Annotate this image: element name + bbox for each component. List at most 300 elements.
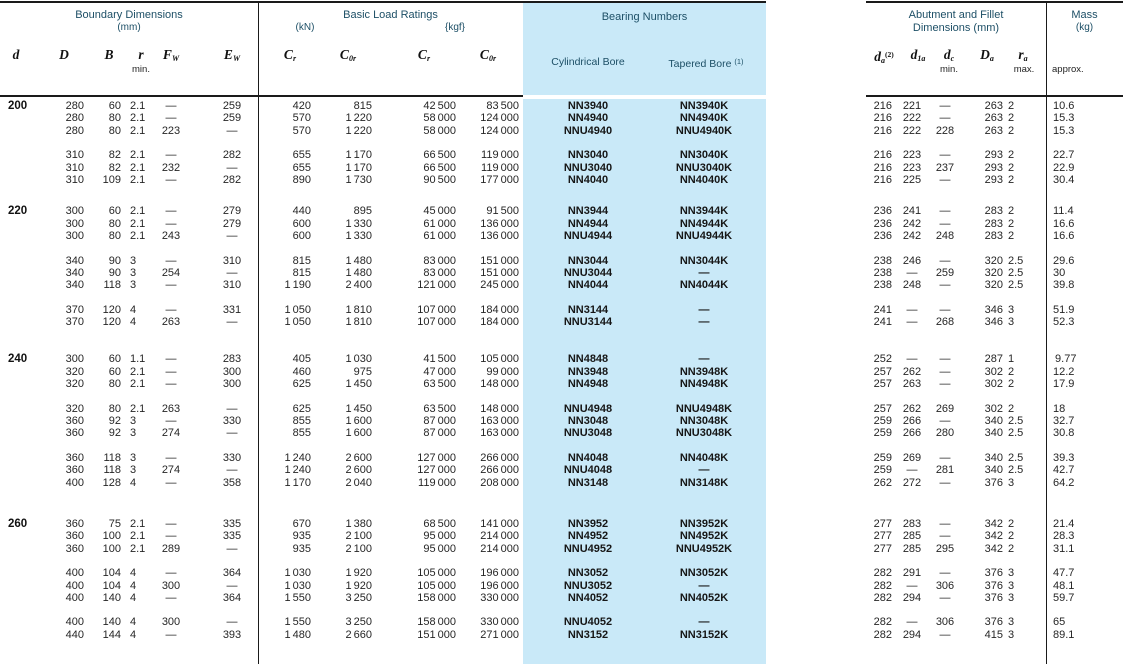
table-row (866, 543, 1123, 555)
cell-Ew: 259 (222, 100, 242, 112)
cell-Fw: — (165, 353, 177, 366)
cell-r-min: 2.1 (130, 173, 146, 186)
cell-mass: 16.6 (1053, 230, 1075, 243)
cell-Cr-kN: 570 (292, 124, 311, 137)
cell-mass: 89.1 (1053, 628, 1075, 641)
cell-Fw: — (165, 365, 177, 378)
cell-Da: 376 (984, 579, 1003, 592)
cell-Cr-kN: 1 170 (284, 476, 311, 489)
right-table-top-rule (866, 1, 1123, 3)
cell-dc-min: — (939, 415, 951, 428)
cell-Cr-kN: 600 (292, 230, 311, 243)
cell-Cr-kgf: 90 500 (423, 173, 456, 186)
label-mass-approx: approx. (1052, 64, 1084, 75)
cell-ra-max: 2 (1008, 149, 1015, 162)
cell-tapered-bore-number: NNU3048K (675, 427, 733, 440)
symbol-D: D (59, 47, 69, 62)
cell-dc-min: — (939, 217, 951, 230)
cell-Da: 376 (984, 476, 1003, 489)
cell-tapered-bore-number: NN3952K (679, 517, 729, 530)
table-row (0, 592, 751, 604)
cell-d-group (0, 162, 40, 174)
cell-d1a: 221 (902, 100, 922, 112)
cell-dc-min: — (939, 517, 951, 530)
cell-Da: 263 (984, 100, 1003, 112)
cell-C0r-kgf: 163 000 (480, 427, 519, 440)
cell-r-min: 2.1 (130, 402, 146, 415)
cell-C0r-kgf: 124 000 (480, 112, 519, 125)
cell-Cr-kgf: 121 000 (417, 279, 456, 292)
cell-d-group: 200 (8, 100, 28, 112)
cell-D: 360 (65, 451, 84, 464)
cell-Ew: 300 (222, 378, 242, 391)
cell-tapered-bore-number: NN4944K (679, 217, 729, 230)
cell-C0r-kgf: 184 000 (480, 303, 519, 316)
cell-tapered-bore-number: NNU4952K (675, 542, 733, 555)
cell-B: 104 (102, 579, 121, 592)
cell-B: 60 (108, 365, 121, 378)
cell-B: 104 (102, 567, 121, 580)
cell-Fw: 300 (161, 579, 181, 592)
table-row (0, 174, 751, 186)
cell-da: 259 (873, 451, 892, 464)
cell-mass: 30.8 (1053, 427, 1075, 440)
table-row (866, 567, 1123, 579)
cell-cylindrical-bore-number: NNU4940 (563, 124, 613, 137)
cell-B: 82 (108, 149, 121, 162)
cell-ra-max: 2.5 (1008, 279, 1024, 292)
cell-C0r-kgf: 83 500 (486, 100, 519, 112)
cell-Cr-kgf: 158 000 (417, 591, 456, 604)
cell-Fw: — (165, 415, 177, 428)
bearing-numbers-title: Bearing Numbers (601, 11, 688, 23)
cell-Ew: 364 (222, 567, 242, 580)
cell-C0r-kgf: 208 000 (480, 476, 519, 489)
cell-Ew: — (226, 427, 238, 440)
label-dc-min: min. (940, 64, 958, 75)
cell-D: 370 (65, 316, 84, 329)
cell-tapered-bore-number: — (698, 316, 710, 329)
cell-d1a: 222 (902, 112, 922, 125)
cell-mass: 15.3 (1053, 124, 1075, 137)
cell-da: 282 (873, 579, 892, 592)
cell-da: 277 (873, 542, 892, 555)
cell-d1a: — (906, 353, 918, 366)
cell-Da: 340 (984, 451, 1003, 464)
left-table-top-rule (0, 1, 766, 3)
symbol-Cr-kN: $C_r$ (283, 47, 297, 63)
cell-C0r-kN: 815 (353, 100, 372, 112)
cell-C0r-kgf: 245 000 (480, 279, 519, 292)
cell-cylindrical-bore-number: NN3048 (567, 415, 609, 428)
cell-Cr-kN: 570 (292, 112, 311, 125)
cell-Fw: 263 (161, 316, 181, 329)
cell-ra-max: 3 (1008, 303, 1015, 316)
cell-mass: 51.9 (1053, 303, 1075, 316)
table-row (0, 218, 751, 230)
cell-B: 80 (108, 378, 121, 391)
cell-ra-max: 2 (1008, 161, 1015, 174)
cell-Cr-kgf: 127 000 (417, 451, 456, 464)
boundary-dimensions-unit: (mm) (117, 22, 141, 33)
cell-Cr-kgf: 63 500 (423, 378, 456, 391)
table-row (0, 543, 751, 555)
cell-Cr-kN: 935 (292, 530, 311, 543)
cell-Ew: 330 (222, 451, 242, 464)
cell-mass: 22.9 (1053, 161, 1075, 174)
cell-B: 120 (102, 303, 121, 316)
cell-Fw: — (165, 451, 177, 464)
cell-C0r-kN: 2 040 (345, 476, 372, 489)
cell-mass: 29.6 (1053, 254, 1075, 267)
cell-d-group (0, 530, 40, 542)
cell-da: 216 (873, 100, 892, 112)
cell-cylindrical-bore-number: NN4948 (567, 378, 609, 391)
cell-Da: 293 (984, 149, 1003, 162)
cell-d1a: 246 (902, 254, 922, 267)
cell-Fw: — (165, 517, 177, 530)
cell-C0r-kgf: 119 000 (481, 149, 519, 162)
cell-d1a: 242 (902, 217, 922, 230)
cell-mass: 22.7 (1053, 149, 1075, 162)
cell-da: 216 (873, 161, 892, 174)
cell-Da: 346 (984, 303, 1003, 316)
table-row (0, 415, 751, 427)
cell-da: 216 (873, 124, 892, 137)
cell-d-group (0, 427, 40, 439)
table-row (0, 125, 751, 137)
cell-B: 60 (108, 205, 121, 218)
cell-d-group (0, 304, 40, 316)
cell-D: 360 (65, 415, 84, 428)
symbol-C0r-kgf: $C_{0r}$ (479, 47, 497, 63)
cell-dc-min: — (939, 149, 951, 162)
cell-C0r-kgf: 214 000 (480, 542, 519, 555)
cell-Da: 263 (984, 112, 1003, 125)
cell-d1a: 262 (902, 402, 922, 415)
cell-r-min: 3 (130, 451, 137, 464)
cell-r-min: 4 (130, 628, 137, 641)
cell-cylindrical-bore-number: NN3052 (567, 567, 609, 580)
cell-Ew: 331 (222, 303, 242, 316)
cell-Da: 320 (984, 279, 1003, 292)
table-row (0, 518, 751, 530)
cell-dc-min: 259 (935, 266, 955, 279)
cell-C0r-kN: 3 250 (345, 591, 372, 604)
cell-B: 60 (108, 353, 121, 366)
cell-mass: 16.6 (1053, 217, 1075, 230)
cell-tapered-bore-number: NN3944K (679, 205, 729, 218)
table-row (866, 304, 1123, 316)
cell-Ew: 283 (222, 353, 242, 366)
cell-Cr-kgf: 66 500 (423, 149, 456, 162)
cell-ra-max: 2 (1008, 205, 1015, 218)
table-row (0, 477, 751, 489)
cell-d1a: — (906, 266, 918, 279)
cell-da: 259 (873, 427, 892, 440)
cell-mass: 32.7 (1053, 415, 1075, 428)
cell-d1a: 285 (902, 530, 922, 543)
cell-r-min: 2.1 (130, 100, 146, 112)
cell-mass: 42.7 (1053, 464, 1075, 477)
cell-dc-min: 248 (935, 230, 955, 243)
cell-Cr-kgf: 42 500 (423, 100, 456, 112)
cell-Cr-kN: 1 240 (284, 464, 311, 477)
left-header-rule (0, 95, 523, 97)
cell-mass: 18 (1053, 402, 1066, 415)
cell-Cr-kgf: 87 000 (423, 415, 456, 428)
cell-da: 241 (873, 303, 892, 316)
cell-dc-min: — (939, 173, 951, 186)
cell-Cr-kgf: 127 000 (417, 464, 456, 477)
cell-D: 360 (65, 464, 84, 477)
cell-mass: 64.2 (1053, 476, 1075, 489)
table-row (866, 218, 1123, 230)
cell-B: 100 (102, 530, 121, 543)
symbol-da: $d_a^{(2)}$ (874, 49, 894, 65)
cell-d-group (0, 415, 40, 427)
cell-D: 280 (65, 124, 84, 137)
cell-mass: 10.6 (1053, 100, 1075, 112)
table-row (0, 378, 751, 390)
table-row (0, 316, 751, 328)
cell-B: 118 (103, 451, 121, 464)
cell-cylindrical-bore-number: NNU4944 (563, 230, 613, 243)
table-row (0, 162, 751, 174)
cell-d1a: 294 (902, 628, 922, 641)
abutment-title-line1: Abutment and Fillet (908, 9, 1004, 21)
symbol-Fw: $F_W$ (162, 47, 180, 63)
cell-D: 320 (65, 365, 84, 378)
cell-cylindrical-bore-number: NN3152 (567, 628, 609, 641)
cell-dc-min: — (939, 451, 951, 464)
cell-d-group (0, 543, 40, 555)
tapered-bore-label: Tapered Bore (668, 58, 735, 70)
cell-Cr-kN: 1 550 (284, 591, 311, 604)
cell-tapered-bore-number: NN3152K (679, 628, 729, 641)
cell-d-group (0, 267, 40, 279)
cell-ra-max: 2 (1008, 365, 1015, 378)
cell-dc-min: — (939, 254, 951, 267)
cell-Cr-kN: 625 (292, 402, 311, 415)
label-r-min: min. (132, 64, 150, 75)
cell-mass: 28.3 (1053, 530, 1075, 543)
cell-cylindrical-bore-number: NN3144 (567, 303, 609, 316)
cell-da: 277 (873, 517, 892, 530)
cell-Cr-kgf: 87 000 (423, 427, 456, 440)
cell-ra-max: 3 (1008, 628, 1015, 641)
cell-d1a: 294 (902, 591, 922, 604)
cell-mass: 31.1 (1053, 542, 1075, 555)
cell-cylindrical-bore-number: NN4940 (567, 112, 609, 125)
cell-D: 300 (65, 217, 84, 230)
cell-Cr-kgf: 158 000 (417, 616, 456, 629)
cell-d-group (0, 112, 40, 124)
cell-da: 216 (873, 149, 892, 162)
table-row (866, 255, 1123, 267)
cell-da: 236 (873, 230, 892, 243)
cell-r-min: 4 (130, 616, 137, 629)
cell-Cr-kN: 1 030 (284, 567, 311, 580)
cell-dc-min: — (939, 628, 951, 641)
cell-tapered-bore-number: NNU4944K (675, 230, 733, 243)
symbol-dc-min: $d_c$ (943, 47, 955, 63)
cell-B: 80 (108, 124, 121, 137)
cell-B: 128 (102, 476, 121, 489)
cell-Ew: 310 (222, 279, 242, 292)
table-row (866, 112, 1123, 124)
cell-ra-max: 2 (1008, 217, 1015, 230)
cell-Cr-kN: 890 (292, 173, 311, 186)
cell-Da: 320 (984, 254, 1003, 267)
cell-cylindrical-bore-number: NN3040 (567, 149, 609, 162)
cell-d-group (0, 592, 40, 604)
label-ra-max: max. (1013, 64, 1035, 75)
cell-Fw: — (165, 100, 177, 112)
table-row (0, 100, 751, 112)
cell-ra-max: 2 (1008, 173, 1015, 186)
cell-C0r-kN: 2 100 (345, 542, 372, 555)
cell-Fw: — (165, 476, 177, 489)
cell-tapered-bore-number: — (698, 303, 710, 316)
symbol-Cr-kgf: $C_r$ (417, 47, 431, 63)
cell-mass: 52.3 (1053, 316, 1075, 329)
cell-mass: 30.4 (1053, 173, 1075, 186)
table-row (0, 353, 751, 365)
cell-Da: 302 (984, 378, 1003, 391)
cell-tapered-bore-number: — (698, 579, 710, 592)
cell-d-group (0, 403, 40, 415)
cell-r-min: 4 (130, 316, 137, 329)
table-row (0, 205, 751, 217)
cell-D: 300 (65, 353, 84, 366)
cell-Fw: 300 (161, 616, 181, 629)
cell-tapered-bore-number: — (698, 353, 710, 366)
cell-Ew: 335 (222, 517, 242, 530)
table-row (866, 279, 1123, 291)
cell-tapered-bore-number: NN3948K (679, 365, 729, 378)
cell-d-group (0, 567, 40, 579)
cell-Fw: — (165, 567, 177, 580)
tapered-bore-footnote: (1) (734, 57, 744, 66)
cell-Cr-kN: 460 (292, 365, 311, 378)
cell-ra-max: 3 (1008, 567, 1015, 580)
cell-B: 100 (102, 542, 121, 555)
cell-tapered-bore-number: NN4952K (679, 530, 729, 543)
cell-d1a: 272 (902, 476, 922, 489)
table-row (866, 366, 1123, 378)
cell-Cr-kN: 1 550 (284, 616, 311, 629)
cell-cylindrical-bore-number: NNU3040 (563, 161, 613, 174)
cell-Cr-kgf: 105 000 (417, 579, 456, 592)
cell-Da: 376 (984, 591, 1003, 604)
cell-ra-max: 2 (1008, 124, 1015, 137)
cell-d-group (0, 255, 40, 267)
cell-d-group (0, 580, 40, 592)
cell-Fw: 254 (161, 266, 181, 279)
table-row (0, 366, 751, 378)
cell-C0r-kgf: 91 500 (486, 205, 519, 218)
cell-mass: 11.4 (1053, 205, 1074, 218)
cell-D: 280 (65, 112, 84, 125)
cell-d1a: 266 (902, 415, 922, 428)
cell-Cr-kgf: 58 000 (423, 124, 456, 137)
cell-d1a: 248 (902, 279, 922, 292)
cell-Da: 287 (984, 353, 1003, 366)
cell-D: 400 (65, 616, 84, 629)
cell-C0r-kN: 1 330 (345, 230, 372, 243)
cell-Fw: 223 (161, 124, 181, 137)
cell-Cr-kN: 440 (292, 205, 311, 218)
cell-Cr-kgf: 61 000 (423, 230, 456, 243)
cell-r-min: 3 (130, 464, 137, 477)
cell-cylindrical-bore-number: NN4044 (567, 279, 609, 292)
cell-C0r-kgf: 184 000 (480, 316, 519, 329)
cell-tapered-bore-number: NN4052K (679, 591, 729, 604)
cell-Cr-kN: 815 (292, 266, 311, 279)
cell-tapered-bore-number: NN3048K (679, 415, 729, 428)
cell-D: 300 (65, 230, 84, 243)
cell-C0r-kgf: 196 000 (480, 567, 519, 580)
cell-Cr-kgf: 95 000 (423, 530, 456, 543)
cell-r-min: 4 (130, 579, 137, 592)
cell-dc-min: 280 (935, 427, 955, 440)
cell-cylindrical-bore-number: NNU3144 (563, 316, 613, 329)
cell-B: 80 (108, 402, 121, 415)
cell-Ew: 364 (222, 591, 242, 604)
cell-C0r-kN: 2 100 (345, 530, 372, 543)
cell-ra-max: 2.5 (1008, 451, 1024, 464)
cell-D: 310 (65, 173, 84, 186)
symbol-d: d (12, 47, 20, 62)
cell-d1a: 223 (902, 161, 922, 174)
cell-ra-max: 2 (1008, 542, 1015, 555)
table-row (866, 205, 1123, 217)
cell-da: 277 (873, 530, 892, 543)
cell-Da: 340 (984, 415, 1003, 428)
cell-tapered-bore-number: NN3044K (679, 254, 729, 267)
cell-mass: 65 (1053, 616, 1066, 629)
boundary-dimensions-title: Boundary Dimensions (75, 9, 183, 21)
cell-Cr-kgf: 107 000 (417, 303, 456, 316)
cell-Fw: 274 (161, 427, 181, 440)
blue-header-separator (523, 95, 766, 99)
cell-D: 280 (65, 100, 84, 112)
cell-r-min: 4 (130, 591, 137, 604)
cell-Fw: — (165, 149, 177, 162)
cell-r-min: 1.1 (130, 353, 146, 366)
cell-C0r-kN: 3 250 (345, 616, 372, 629)
cell-Da: 376 (984, 567, 1003, 580)
cell-Fw: — (165, 303, 177, 316)
cell-da: 216 (873, 112, 892, 125)
cell-cylindrical-bore-number: NNU4052 (563, 616, 613, 629)
cell-B: 60 (108, 100, 121, 112)
cell-r-min: 4 (130, 303, 137, 316)
cell-d1a: 263 (902, 378, 922, 391)
cell-ra-max: 3 (1008, 316, 1015, 329)
cell-C0r-kN: 1 920 (345, 567, 372, 580)
cell-C0r-kN: 1 600 (345, 415, 372, 428)
cell-da: 252 (873, 353, 892, 366)
cell-C0r-kgf: 214 000 (480, 530, 519, 543)
cell-tapered-bore-number: NN4940K (679, 112, 729, 125)
cell-D: 340 (65, 279, 84, 292)
cell-Da: 376 (984, 616, 1003, 629)
cell-tapered-bore-number: NN4040K (679, 173, 729, 186)
cell-Cr-kN: 655 (292, 161, 311, 174)
cell-Da: 342 (984, 517, 1003, 530)
